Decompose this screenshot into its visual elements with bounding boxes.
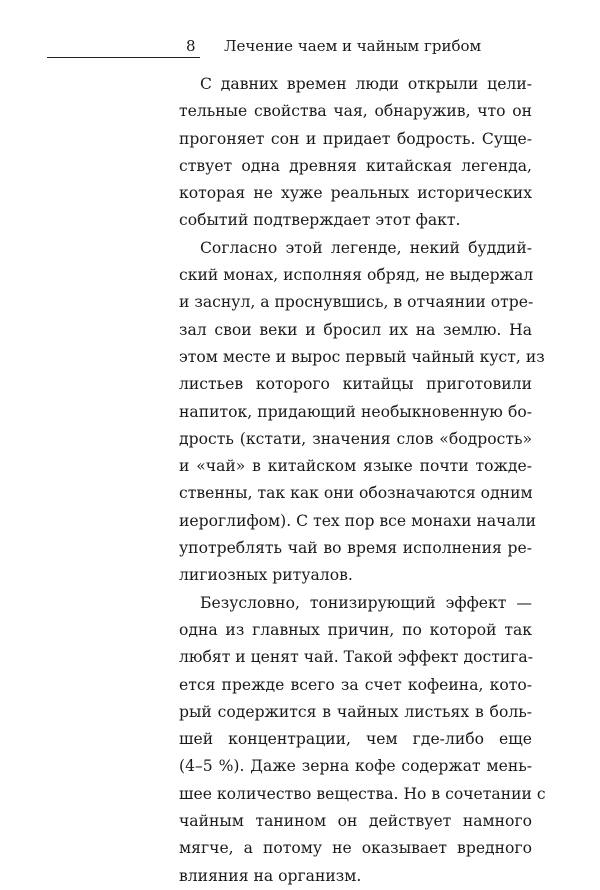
text-line: чайным танином он действует намного: [179, 812, 532, 831]
paragraph-1: [179, 71, 532, 235]
paragraph-3: [179, 590, 546, 890]
text-line: которая не хуже реальных исторических: [179, 184, 532, 203]
text-line: мягче, а потому не оказывает вредного: [179, 839, 532, 858]
text-line: зал свои веки и бросил их на землю. На: [179, 320, 532, 339]
text-line: рый содержится в чайных листьях в боль-: [179, 702, 532, 721]
text-line: дрость (кстати, значения слов «бодрость»: [179, 429, 532, 448]
text-line: влияния на организм.: [179, 866, 362, 885]
text-line: ский монах, исполняя обряд, не выдержал: [179, 266, 534, 285]
text-line: Безусловно, тонизирующий эффект —: [200, 593, 532, 612]
text-line: (4–5 %). Даже зерна кофе содержат мень-: [179, 757, 532, 776]
text-line: Согласно этой легенде, некий буддий-: [200, 238, 532, 257]
running-header: [0, 34, 600, 58]
text-line: тельные свойства чая, обнаружив, что он: [179, 102, 532, 121]
text-line: ственны, так как они обозначаются одним: [179, 484, 533, 503]
text-line: употреблять чай во время исполнения ре-: [179, 539, 532, 558]
text-line: напиток, придающий необыкновенную бо-: [179, 402, 532, 421]
text-line: событий подтверждает этот факт.: [179, 211, 461, 230]
text-line: иероглифом). С тех пор все монахи начали: [179, 511, 537, 530]
text-line: и «чай» в китайском языке почти тожде-: [179, 457, 532, 476]
paragraph-2: [179, 235, 545, 590]
text-line: и заснул, а проснувшись, в отчаянии отре-: [179, 293, 534, 312]
text-line: ствует одна древняя китайская легенда,: [179, 156, 532, 175]
running-title: Лечение чаем и чайным грибом: [224, 37, 482, 55]
text-line: шей концентрации, чем где-либо еще: [179, 730, 532, 749]
text-line: прогоняет сон и придает бодрость. Суще-: [179, 129, 532, 148]
text-line: листьев которого китайцы приготовили: [179, 375, 532, 394]
text-line: этом месте и вырос первый чайный куст, из: [179, 347, 545, 366]
text-line: одна из главных причин, по которой так: [179, 620, 532, 639]
text-line: ется прежде всего за счет кофеина, кото-: [179, 675, 532, 694]
text-line: С давних времен люди открыли цели-: [200, 75, 532, 93]
text-line: любят и ценят чай. Такой эффект достига-: [179, 648, 533, 667]
body-text: [179, 71, 546, 890]
text-line: шее количество вещества. Но в сочетании с: [179, 784, 546, 803]
header-rule: [47, 57, 200, 58]
page-number: 8: [186, 37, 196, 55]
text-line: лигиозных ритуалов.: [179, 566, 353, 585]
